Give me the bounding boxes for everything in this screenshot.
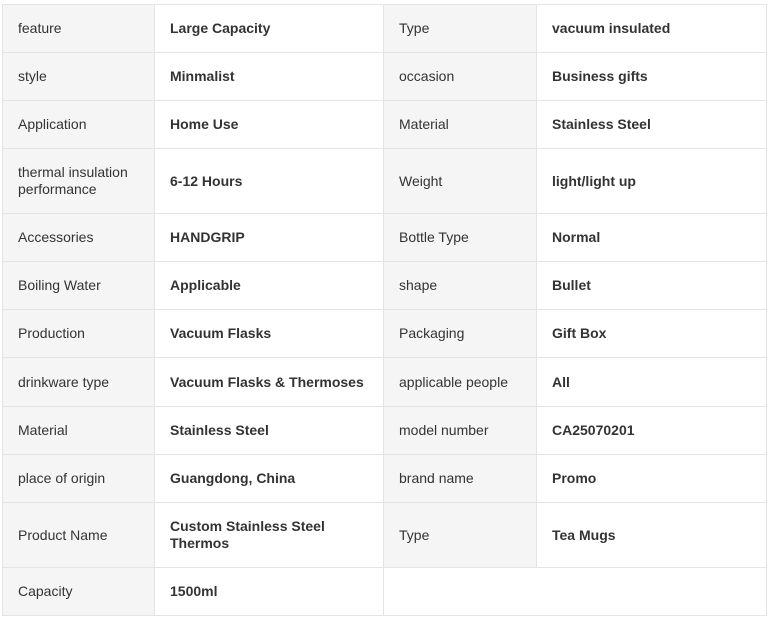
spec-value: Tea Mugs	[537, 503, 767, 568]
spec-key: Material	[3, 407, 155, 455]
table-row	[3, 503, 767, 568]
spec-key: Type	[384, 503, 537, 568]
spec-value: light/light up	[537, 149, 767, 214]
spec-value: Business gifts	[537, 53, 767, 101]
table-row	[3, 455, 767, 503]
table-row	[3, 262, 767, 310]
spec-value: Custom Stainless Steel Thermos	[155, 503, 384, 568]
spec-key: feature	[3, 5, 155, 53]
product-specs	[2, 4, 766, 616]
spec-key: Type	[384, 5, 537, 53]
spec-value: Bullet	[537, 262, 767, 310]
table-row	[3, 149, 767, 214]
spec-key: Accessories	[3, 214, 155, 262]
spec-value: vacuum insulated	[537, 5, 767, 53]
spec-key: Capacity	[3, 568, 155, 616]
spec-value: Promo	[537, 455, 767, 503]
spec-key: shape	[384, 262, 537, 310]
table-row	[3, 53, 767, 101]
spec-key: Boiling Water	[3, 262, 155, 310]
table-row	[3, 310, 767, 358]
table-row	[3, 214, 767, 262]
spec-value: HANDGRIP	[155, 214, 384, 262]
spec-key: Weight	[384, 149, 537, 214]
spec-value: Applicable	[155, 262, 384, 310]
spec-key: place of origin	[3, 455, 155, 503]
spec-key: occasion	[384, 53, 537, 101]
spec-key: Material	[384, 101, 537, 149]
specs-table	[2, 4, 767, 616]
spec-key: Production	[3, 310, 155, 358]
empty-cell	[384, 568, 767, 616]
spec-key: applicable people	[384, 358, 537, 407]
spec-value: CA25070201	[537, 407, 767, 455]
spec-value: Normal	[537, 214, 767, 262]
spec-value: 6-12 Hours	[155, 149, 384, 214]
spec-value: Gift Box	[537, 310, 767, 358]
spec-value: Vacuum Flasks	[155, 310, 384, 358]
spec-value: Stainless Steel	[537, 101, 767, 149]
table-row	[3, 407, 767, 455]
spec-key: Packaging	[384, 310, 537, 358]
spec-value: Large Capacity	[155, 5, 384, 53]
spec-key: drinkware type	[3, 358, 155, 407]
spec-value: All	[537, 358, 767, 407]
spec-value: Vacuum Flasks & Thermoses	[155, 358, 384, 407]
spec-key: Product Name	[3, 503, 155, 568]
spec-key: brand name	[384, 455, 537, 503]
spec-value: Home Use	[155, 101, 384, 149]
table-row	[3, 358, 767, 407]
spec-value: Stainless Steel	[155, 407, 384, 455]
table-row	[3, 5, 767, 53]
spec-key: Bottle Type	[384, 214, 537, 262]
spec-key: model number	[384, 407, 537, 455]
spec-key: style	[3, 53, 155, 101]
table-row	[3, 568, 767, 616]
spec-value: Guangdong, China	[155, 455, 384, 503]
spec-key: Application	[3, 101, 155, 149]
spec-value: Minmalist	[155, 53, 384, 101]
spec-value: 1500ml	[155, 568, 384, 616]
spec-key: thermal insulation performance	[3, 149, 155, 214]
table-row	[3, 101, 767, 149]
